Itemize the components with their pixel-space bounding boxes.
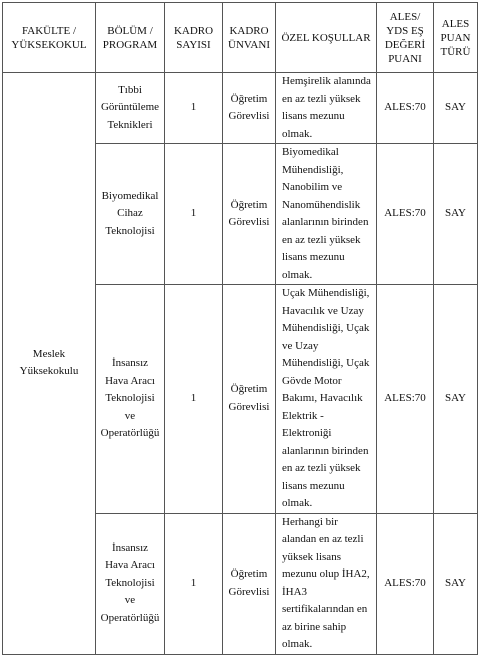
quota-cell: 1 [165, 285, 223, 514]
header-quota: KADRO SAYISI [165, 3, 223, 73]
header-ales-type: ALES PUAN TÜRÜ [434, 3, 478, 73]
header-conditions: ÖZEL KOŞULLAR [276, 3, 377, 73]
ales-type-cell: SAY [434, 144, 478, 285]
ales-type-cell: SAY [434, 285, 478, 514]
ales-score-cell: ALES:70 [377, 144, 434, 285]
quota-cell: 1 [165, 513, 223, 654]
ales-score-cell: ALES:70 [377, 285, 434, 514]
header-ales-score: ALES/ YDS EŞ DEĞERİ PUANI [377, 3, 434, 73]
table-row [3, 73, 478, 144]
department-cell: Tıbbi Görüntüleme Teknikleri [96, 73, 165, 144]
quota-cell: 1 [165, 73, 223, 144]
conditions-cell: Herhangi bir alandan en az tezli yüksek lisans mezunu olup İHA2, İHA3 sertifikalarından en az birine sahip olmak. [276, 513, 377, 654]
ales-score-cell: ALES:70 [377, 73, 434, 144]
title-cell: Öğretim Görevlisi [223, 285, 276, 514]
header-title: KADRO ÜNVANI [223, 3, 276, 73]
ales-score-cell: ALES:70 [377, 513, 434, 654]
title-cell: Öğretim Görevlisi [223, 513, 276, 654]
header-row [3, 3, 478, 73]
conditions-cell: Biyomedikal Mühendisliği, Nanobilim ve Nanomühendislik alanlarının birinden en az tezli yüksek lisans mezunu olmak. [276, 144, 377, 285]
department-cell: İnsansız Hava Aracı Teknolojisi ve Operatörlüğü [96, 513, 165, 654]
header-department: BÖLÜM / PROGRAM [96, 3, 165, 73]
positions-table [2, 2, 478, 655]
title-cell: Öğretim Görevlisi [223, 73, 276, 144]
conditions-cell: Hemşirelik alanında en az tezli yüksek lisans mezunu olmak. [276, 73, 377, 144]
conditions-cell: Uçak Mühendisliği, Havacılık ve Uzay Mühendisliği, Uçak ve Uzay Mühendisliği, Uçak Gövde Motor Bakımı, Havacılık Elektrik - Elektroniği alanlarının birinden en az tezli yüksek lisans mezunu olmak. [276, 285, 377, 514]
department-cell: Biyomedikal Cihaz Teknolojisi [96, 144, 165, 285]
ales-type-cell: SAY [434, 73, 478, 144]
faculty-cell: Meslek Yüksekokulu [3, 73, 96, 655]
quota-cell: 1 [165, 144, 223, 285]
department-cell: İnsansız Hava Aracı Teknolojisi ve Operatörlüğü [96, 285, 165, 514]
header-faculty: FAKÜLTE / YÜKSEKOKUL [3, 3, 96, 73]
title-cell: Öğretim Görevlisi [223, 144, 276, 285]
ales-type-cell: SAY [434, 513, 478, 654]
